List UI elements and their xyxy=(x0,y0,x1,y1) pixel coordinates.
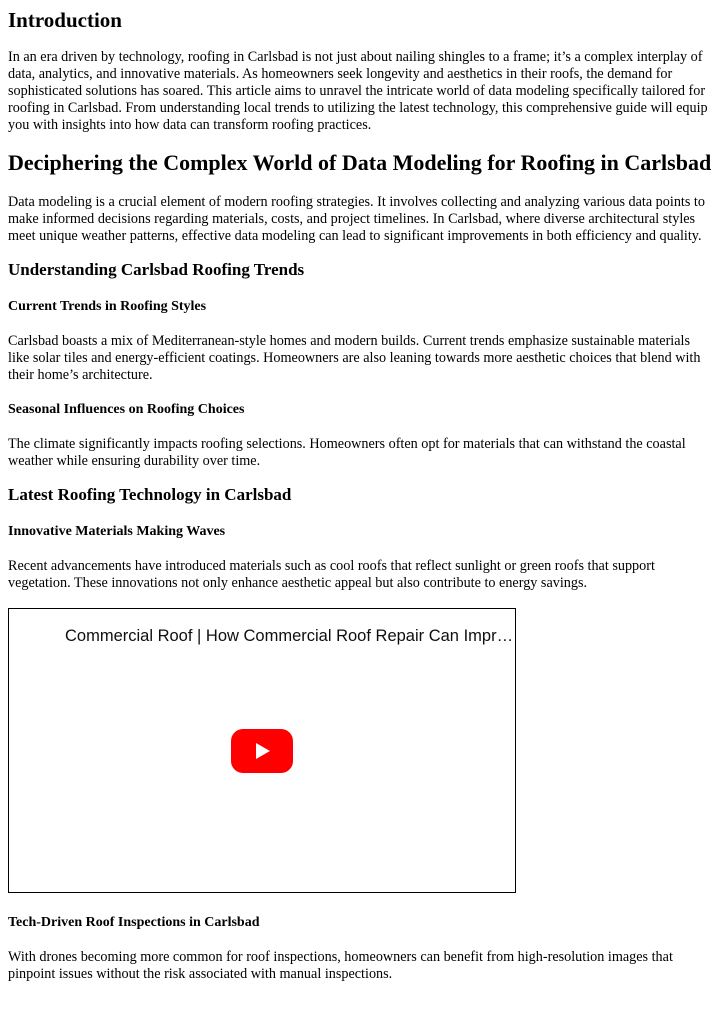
youtube-play-icon[interactable] xyxy=(231,729,293,773)
introduction-heading: Introduction xyxy=(8,8,122,32)
roofing-styles-heading: Current Trends in Roofing Styles xyxy=(8,299,207,314)
video-title[interactable]: Commercial Roof | How Commercial Roof Repair Can Impr… xyxy=(65,627,514,645)
technology-heading: Latest Roofing Technology in Carlsbad xyxy=(8,485,292,504)
introduction-paragraph: In an era driven by technology, roofing in Carlsbad is not just about nailing shingles to a frame; it’s a complex interplay of data, analytics, and innovative materials. As homeowners seek longevity and aesthetics in their roofs, the demand for sophisticated solutions has soared. This article aims to unravel the intricate world of data modeling specifically tailored for roofing in Carlsbad. From understanding local trends to utilizing the latest technology, this comprehensive guide will equip you with insights into how data can transform roofing practices. xyxy=(8,49,708,133)
article xyxy=(0,7,720,983)
roof-inspections-heading: Tech-Driven Roof Inspections in Carlsbad xyxy=(8,915,260,930)
roof-inspections-paragraph: With drones becoming more common for roof inspections, homeowners can benefit from high-resolution images that pinpoint issues without the risk associated with manual inspections. xyxy=(8,949,673,982)
play-triangle-icon xyxy=(256,743,270,759)
innovative-materials-heading: Innovative Materials Making Waves xyxy=(8,524,226,539)
seasonal-influences-heading: Seasonal Influences on Roofing Choices xyxy=(8,402,245,417)
data-modeling-paragraph: Data modeling is a crucial element of modern roofing strategies. It involves collecting and analyzing various data points to make informed decisions regarding materials, costs, and project timelines. In Carlsbad, where diverse architectural styles meet unique weather patterns, effective data modeling can lead to significant improvements in both efficiency and quality. xyxy=(8,194,705,244)
data-modeling-heading: Deciphering the Complex World of Data Modeling for Roofing in Carlsbad xyxy=(8,150,712,175)
seasonal-influences-paragraph: The climate significantly impacts roofing selections. Homeowners often opt for materials that can withstand the coastal weather while ensuring durability over time. xyxy=(8,436,686,469)
embedded-video[interactable] xyxy=(8,608,516,893)
roofing-styles-paragraph: Carlsbad boasts a mix of Mediterranean-style homes and modern builds. Current trends emphasize sustainable materials like solar tiles and energy-efficient coatings. Homeowners are also leaning towards more aesthetic choices that blend with their home’s architecture. xyxy=(8,333,701,383)
innovative-materials-paragraph: Recent advancements have introduced materials such as cool roofs that reflect sunlight or green roofs that support vegetation. These innovations not only enhance aesthetic appeal but also contribute to energy savings. xyxy=(8,558,655,591)
trends-heading: Understanding Carlsbad Roofing Trends xyxy=(8,260,305,279)
